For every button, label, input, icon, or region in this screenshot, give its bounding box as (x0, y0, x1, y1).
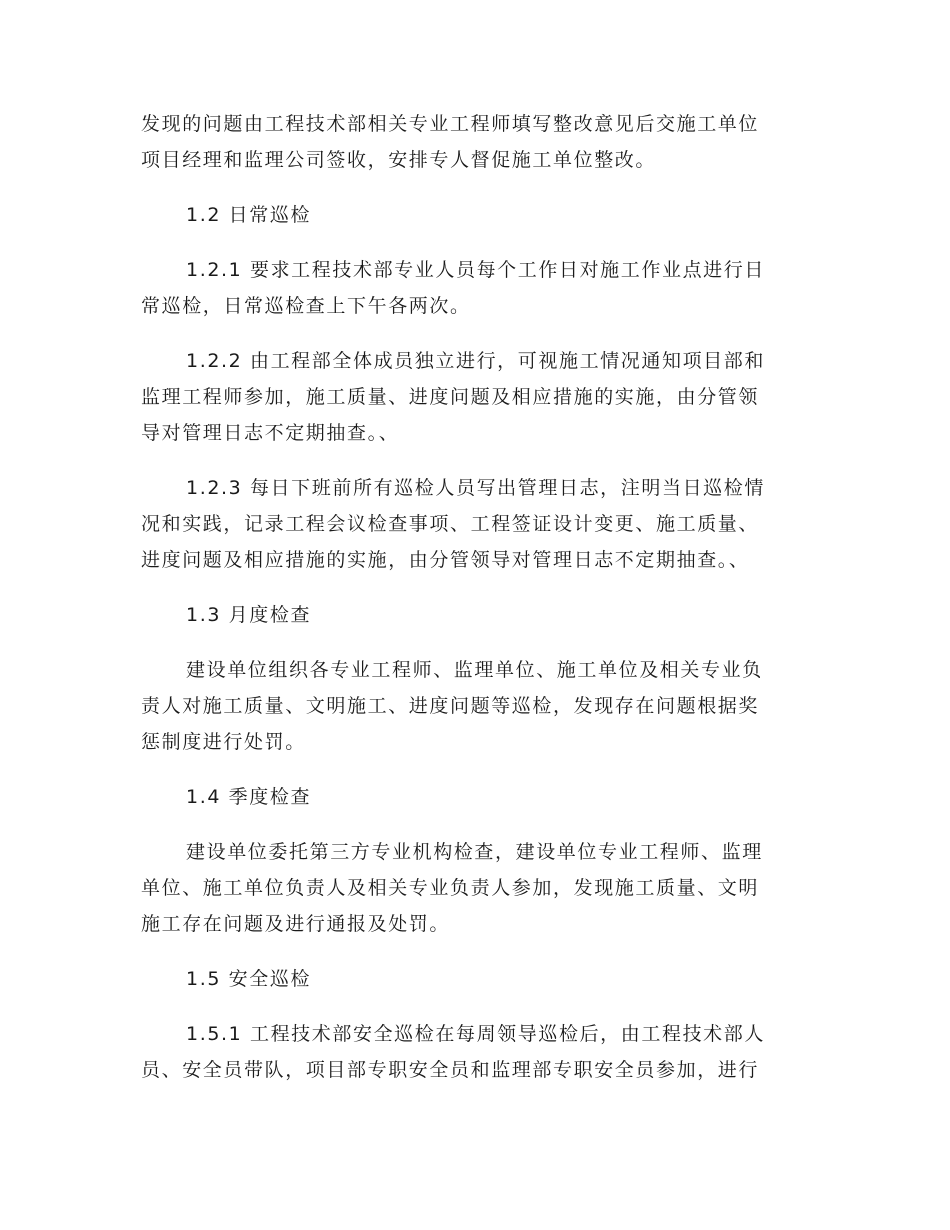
text-line: 1.2.1 要求工程技术部专业人员每个工作日对施工作业点进行日 (186, 259, 765, 281)
paragraph (141, 252, 811, 324)
paragraph (141, 1016, 811, 1088)
section-heading (141, 961, 811, 997)
text-line: 责人对施工质量、文明施工、进度问题等巡检，发现存在问题根据奖 (141, 695, 760, 717)
text-line: 建设单位委托第三方专业机构检查，建设单位专业工程师、监理 (186, 841, 763, 863)
text-line: 发现的问题由工程技术部相关专业工程师填写整改意见后交施工单位 (141, 113, 760, 135)
text-line: 建设单位组织各专业工程师、监理单位、施工单位及相关专业负 (186, 659, 763, 681)
text-line: 1.2.3 每日下班前所有巡检人员写出管理日志，注明当日巡检情 (186, 477, 765, 499)
text-line: 项目经理和监理公司签收，安排专人督促施工单位整改。 (141, 149, 657, 171)
paragraph (141, 343, 811, 451)
text-line: 常巡检，日常巡检查上下午各两次。 (141, 295, 471, 317)
heading-text: 1.5 安全巡检 (186, 968, 312, 990)
text-line: 员、安全员带队，项目部专职安全员和监理部专职安全员参加，进行 (141, 1059, 760, 1081)
paragraph (141, 106, 811, 178)
section-heading (141, 197, 811, 233)
text-line: 进度问题及相应措施的实施，由分管领导对管理日志不定期抽查。、 (141, 549, 750, 571)
text-line: 1.5.1 工程技术部安全巡检在每周领导巡检后，由工程技术部人 (186, 1023, 765, 1045)
text-line: 施工存在问题及进行通报及处罚。 (141, 913, 451, 935)
paragraph (141, 470, 811, 578)
paragraph (141, 652, 811, 760)
text-line: 监理工程师参加，施工质量、进度问题及相应措施的实施，由分管领 (141, 386, 760, 408)
text-line: 导对管理日志不定期抽查。、 (141, 422, 400, 444)
paragraph (141, 834, 811, 942)
text-line: 惩制度进行处罚。 (141, 731, 306, 753)
text-line: 况和实践，记录工程会议检查事项、工程签证设计变更、施工质量、 (141, 513, 760, 535)
text-line: 单位、施工单位负责人及相关专业负责人参加，发现施工质量、文明 (141, 877, 760, 899)
heading-text: 1.3 月度检查 (186, 604, 312, 626)
section-heading (141, 597, 811, 633)
heading-text: 1.2 日常巡检 (186, 204, 312, 226)
heading-text: 1.4 季度检查 (186, 786, 312, 808)
text-line: 1.2.2 由工程部全体成员独立进行，可视施工情况通知项目部和 (186, 350, 765, 372)
document-body (141, 106, 811, 1107)
section-heading (141, 779, 811, 815)
